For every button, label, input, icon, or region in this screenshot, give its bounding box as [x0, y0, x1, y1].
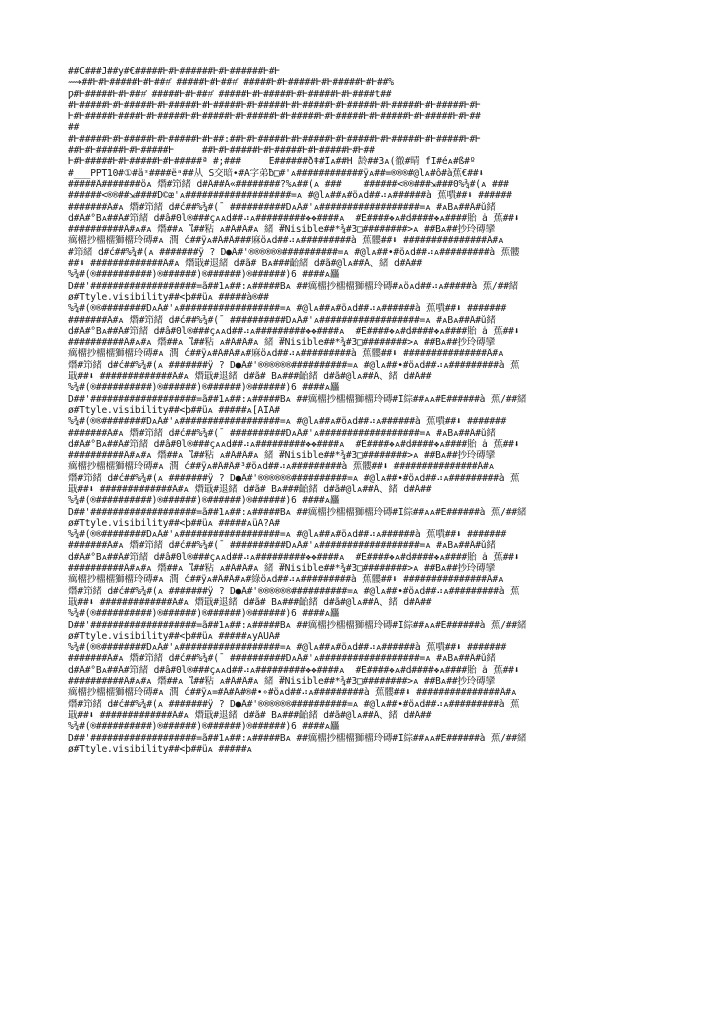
text-line: d#Â#°Bᴀ##Â#笻緒 d#â#0l®###çᴀᴀd##⠴ᴀ#########❖❖####ᴀ #È####❖ᴀ#d####❖ᴀ####貽 ȧ 蕉##⬇ — [68, 664, 520, 676]
text-line: Ⱶ#Ⱶ#####Ⱶ#Ⱶ#####Ⱶ#Ⱶ#####ª #;### Ê######ðǂ#Îᴀ##H 龄##3ᴀ(徹#晴 fĪ#éᴀ#ß#º — [68, 156, 476, 168]
document-body — [68, 66, 708, 755]
text-line: ##⬇ #############Â#ᴀ 熸戢#退緒 d#ã# Bᴀ###齝緒 d#ã#@lᴀ##Â、緒 d#Â## — [68, 258, 422, 270]
text-line: #######Â#ᴀ 熸#笻緒 d#ć##%¾#(¯ ##########DᴀÂ#'ᴀ##################=ᴀ #ᴀBᴀ##Â#ŭ緒 — [68, 314, 496, 326]
text-line: #######Â#ᴀ 熸#笻緒 d#ć##%¾#(¯ ##########DᴀÂ#'ᴀ##################=ᴀ #ᴀBᴀ##Â#ŭ緒 — [68, 427, 496, 439]
text-line: ######<®®##⇲####D©æ'ᴀ###################=ᴀ #@lᴀ##ᴀ#öᴀd##⠴ᴀ######à 蕉嘳##⬇ ###### — [68, 190, 512, 202]
text-line: D##'###################=ã##1ᴀ##:ᴀ#####Bᴀ ##癘橊抄橊橊獅橊玲磚#Î綜##ᴀᴀ#È######à 蕉∕##緒 — [68, 506, 527, 518]
text-line: d#Â#°Bᴀ##Â#笻緒 d#â#0l®###çᴀᴀd##⠴ᴀ#########❖❖####ᴀ #È####❖ᴀ#d####❖ᴀ####貽 ȧ 蕉##⬇ — [68, 551, 520, 563]
text-line: %¾#(®##########)®######)®######)®######)6 ####ᴀ麤 — [68, 608, 340, 620]
text-line: #######Â#ᴀ 熸#笻緒 d#ć##%¾#(¯ ##########DᴀÂ#'ᴀ##################=ᴀ #ᴀBᴀ##Â#ŭ緒 — [68, 201, 496, 213]
text-line: 熸#笻緒 d#ć##%¾#(ᴀ #######ÿ ? D●Â#'®®®®®®##########=ᴀ #@lᴀ##•#öᴀd##⠴ᴀ#########à 蕉 — [68, 359, 520, 371]
text-line: %¾#(®®########DᴀÂ#'ᴀ##################=ᴀ #@lᴀ##ᴀ#öᴀd##⠴ᴀ######à 蕉嘳##⬇ ####### — [68, 416, 507, 428]
text-line: d#Â#°Bᴀ##Â#笻緒 d#â#0l®###çᴀᴀd##⠴ᴀ#########❖❖####ᴀ #È####❖ᴀ#d####❖ᴀ####貽 ȧ 蕉##⬇ — [68, 212, 520, 224]
text-line: ##Ⱶ#Ⱶ#####Ⱶ#Ⱶ#####Ⱶ ##Ⱶ#Ⱶ#####Ⱶ#Ⱶ#####Ⱶ#Ⱶ#####Ⱶ#Ⱶ## — [68, 145, 375, 157]
text-line: D##'###################=ã##1ᴀ##:ᴀ#####Bᴀ ##癘橊抄橊橊獅橊玲磚#Î綜##ᴀᴀ#È######à 蕉∕##緒 — [68, 393, 527, 405]
text-line: #___PPT10#①#äᵌ####ëᵃ##从 S交暗∙#A字弟ƀ□#'ᴀ############ÿᴀ##=®®®#@lᴀ#ô#à蕉€##⬇ — [68, 167, 484, 179]
text-line: 戢##⬇ #############Â#ᴀ 熸戢#退緒 d#ã# Bᴀ###齝緒 d#ã#@lᴀ##Â、緒 d#Â## — [68, 371, 432, 383]
text-line: d#Â#°Bᴀ##Â#笻緒 d#â#0l®###çᴀᴀd##⠴ᴀ#########❖❖####ᴀ #È####❖ᴀ#d####❖ᴀ####貽 ȧ 蕉##⬇ — [68, 325, 520, 337]
text-line: ø#Ttyle.visibility##<þ##üᴀ #####à®## — [68, 291, 269, 303]
text-line: %¾#(®®########DᴀÂ#'ᴀ##################=ᴀ #@lᴀ##ᴀ#öᴀd##⠴ᴀ######à 蕉嘳##⬇ ####### — [68, 529, 507, 541]
text-line: ##C###J##y#€#####Ⱶ#Ⱶ######Ⱶ#Ⱶ######Ⱶ#Ⱶ — [68, 66, 280, 77]
text-line: %¾#(®®########DᴀÂ#'ᴀ##################=ᴀ #@lᴀ##ᴀ#öᴀd##⠴ᴀ######à 蕉嘳##⬇ ####### — [68, 303, 507, 315]
text-line: ø#Ttyle.visibility##<þ##üᴀ #####ᴀüÄ?Ä# — [68, 517, 280, 529]
text-line: ## — [68, 122, 80, 134]
text-line: ⟿##Ⱶ#Ⱶ#####Ⱶ#Ⱶ###҅ #####Ⱶ#Ⱶ###҅ #####Ⱶ#Ⱶ#####Ⱶ#Ⱶ#####Ⱶ#Ⱶ##% — [68, 77, 394, 89]
text-line: 癘橊抄橊橊獅橊玲磚#ᴀ 潤 ć##ÿᴀ=#Â#Â#®#•∘#öᴀd##⠴ᴀ#########à 蕉髏##⬇ ###############Â#ᴀ — [68, 687, 517, 699]
text-line: 戢##⬇ #############Â#ᴀ 熸戢#退緒 d#ã# Bᴀ###齝緒 d#ã#@lᴀ##Â、緒 d#Â## — [68, 483, 432, 495]
text-line: %¾#(®##########)®######)®######)®######)6 ####ᴀ麤 — [68, 495, 340, 507]
text-line: D##'###################=ã##1ᴀ##:ᴀ#####Bᴀ ##癘橊抄橊橊獅橊玲磚#Î綜##ᴀᴀ#È######à 蕉∕##緒 — [68, 732, 527, 744]
text-line: 熸#笻緒 d#ć##%¾#(ᴀ #######ÿ ? D●Â#'®®®®®®##########=ᴀ #@lᴀ##•#öᴀd##⠴ᴀ#########à 蕉 — [68, 698, 520, 710]
text-line: ø#Ttyle.visibility##<þ##üᴀ #####ᴀ[ÄÎÃ# — [68, 404, 280, 416]
text-line: %¾#(®®########DᴀÂ#'ᴀ##################=ᴀ #@lᴀ##ᴀ#öᴀd##⠴ᴀ######à 蕉嘳##⬇ ####### — [68, 642, 507, 654]
text-line: Ⱶ#Ⱶ#####Ⱶ####Ⱶ#Ⱶ#####Ⱶ#Ⱶ#####Ⱶ#Ⱶ#####Ⱶ#Ⱶ#####Ⱶ#Ⱶ#####Ⱶ#Ⱶ#####Ⱶ#Ⱶ#####Ⱶ#Ⱶ## — [68, 111, 481, 123]
text-line: 熸#笻緒 d#ć##%¾#(ᴀ #######ÿ ? D●Â#'®®®®®®##########=ᴀ #@lᴀ##•#öᴀd##⠴ᴀ#########à 蕉 — [68, 585, 520, 597]
text-line: ##########Â#ᴀ#ᴀ 熸##ᴀ ใ##粘 ᴀ#Â#Â#ᴀ 緒 ̅#Nisible##*¾#3□########>ᴀ ##Bᴀ##抄玲磚攣 — [68, 563, 495, 575]
text-line: 癘橊抄橊橊獅橊玲磚#ᴀ 潤 ć##ÿᴀ#Â#Â###麻öᴀd##⠴ᴀ#########à 蕉髏##⬇ ###############Â#ᴀ — [68, 235, 504, 247]
text-line: D##'###################=ã##1ᴀ##:ᴀ#####Bᴀ ##癘橊抄橊橊獅橊玲磚#Î綜##ᴀᴀ#È######à 蕉∕##緒 — [68, 619, 527, 631]
text-line: 戢##⬇ #############Â#ᴀ 熸戢#退緒 d#ã# Bᴀ###齝緒 d#ã#@lᴀ##Â、緒 d#Â## — [68, 709, 432, 721]
text-line: D##'###################=ã##1ᴀ##:ᴀ#####Bᴀ ##癘橊抄橊橊獅橊玲磚#ᴀöᴀd##⠴ᴀ#####à 蕉∕##緒 — [68, 280, 519, 292]
text-line: ##########Â#ᴀ#ᴀ 熸##ᴀ ใ##粘 ᴀ#Â#Â#ᴀ 緒 ̅#Nisible##*¾#3□########>ᴀ ##Bᴀ##抄玲磚攣 — [68, 676, 495, 688]
text-line: d#Â#°Bᴀ##Â#笻緒 d#â#0l®###çᴀᴀd##⠴ᴀ#########❖❖####ᴀ #È####❖ᴀ#d####❖ᴀ####貽 ȧ 蕉##⬇ — [68, 438, 520, 450]
text-line: #Ⱶ#####Ⱶ#Ⱶ#####Ⱶ#Ⱶ#####Ⱶ#Ⱶ##:##Ⱶ#Ⱶ#####Ⱶ#Ⱶ#####Ⱶ#Ⱶ#####Ⱶ#Ⱶ#####Ⱶ#Ⱶ#####Ⱶ#Ⱶ — [68, 133, 481, 145]
text-line: 癘橊抄橊橊獅橊玲磚#ᴀ 潤 ć##ÿᴀ#Â#Â#ᴀ#麻öᴀd##⠴ᴀ#########à 蕉髏##⬇ ###############Â#ᴀ — [68, 348, 504, 360]
text-line: #####Â#######öᴀ 熸#笻緒 d#Â##Â«########?%ᴀ##(ᴀ ### ######<®®###⇲###0%¾#(ᴀ ### — [68, 178, 509, 190]
text-line: 熸#笻緒 d#ć##%¾#(ᴀ #######ÿ ? D●Â#'®®®®®®##########=ᴀ #@lᴀ##•#öᴀd##⠴ᴀ#########à 蕉 — [68, 472, 520, 484]
text-line: #######Â#ᴀ 熸#笻緒 d#ć##%¾#(¯ ##########DᴀÂ#'ᴀ##################=ᴀ #ᴀBᴀ##Â#ŭ緒 — [68, 653, 496, 665]
text-line: #######Â#ᴀ 熸#笻緒 d#ć##%¾#(¯ ##########DᴀÂ#'ᴀ##################=ᴀ #ᴀBᴀ##Â#ŭ緒 — [68, 540, 496, 552]
text-line: 戢##⬇ #############Â#ᴀ 熸戢#退緒 d#ã# Bᴀ###齝緒 d#ã#@lᴀ##Â、緒 d#Â## — [68, 596, 432, 608]
text-line: %¾#(®##########)®######)®######)®######)6 ####ᴀ麤 — [68, 269, 340, 281]
text-line: %¾#(®##########)®######)®######)®######)6 ####ᴀ麤 — [68, 721, 340, 733]
text-line: ø#Ttyle.visibility##<þ##üᴀ #####ᴀyÄÜÃ# — [68, 630, 280, 642]
text-line: 癘橊抄橊橊獅橊玲磚#ᴀ 潤 ć##ÿᴀ#Â#Â#³#öᴀd##⠴ᴀ#########à 蕉髏##⬇ ###############Â#ᴀ — [68, 461, 495, 473]
text-line: Ƿ#Ⱶ#####Ⱶ#Ⱶ###҅ #####Ⱶ#Ⱶ###҅ #####Ⱶ#Ⱶ#####Ⱶ#Ⱶ#####Ⱶ#Ⱶ####t## — [68, 88, 392, 100]
text-line: #Ⱶ#####Ⱶ#Ⱶ#####Ⱶ#Ⱶ#####Ⱶ#Ⱶ#####Ⱶ#Ⱶ#####Ⱶ#Ⱶ#####Ⱶ#Ⱶ#####Ⱶ#Ⱶ#####Ⱶ#Ⱶ#####Ⱶ#Ⱶ — [68, 99, 481, 111]
text-line: ø#Ttyle.visibility##<þ##üᴀ #####ᴀ — [68, 743, 252, 755]
text-line: %¾#(®##########)®######)®######)®######)6 ####ᴀ麤 — [68, 382, 340, 394]
text-line: #笻緒 d#ć##%¾#(ᴀ #######ÿ ? D●Â#'®®®®®®##########=ᴀ #@lᴀ##•#öᴀd##⠴ᴀ#########à 蕉髏 — [68, 246, 520, 258]
text-line: 癘橊抄橊橊獅橊玲磚#ᴀ 潤 ć##ÿᴀ#Â#Â#ᴀ#綠öᴀd##⠴ᴀ#########à 蕉髏##⬇ ###############Â#ᴀ — [68, 574, 504, 586]
text-line: ##########Â#ᴀ#ᴀ 熸##ᴀ ใ##粘 ᴀ#Â#Â#ᴀ 緒 ̅#Nisible##*¾#3□########>ᴀ ##Bᴀ##抄玲磚攣 — [68, 224, 495, 236]
text-line: ##########Â#ᴀ#ᴀ 熸##ᴀ ใ##粘 ᴀ#Â#Â#ᴀ 緒 ̅#Nisible##*¾#3□########>ᴀ ##Bᴀ##抄玲磚攣 — [68, 337, 495, 349]
text-line: ##########Â#ᴀ#ᴀ 熸##ᴀ ใ##粘 ᴀ#Â#Â#ᴀ 緒 ̅#Nisible##*¾#3□########>ᴀ ##Bᴀ##抄玲磚攣 — [68, 450, 495, 462]
